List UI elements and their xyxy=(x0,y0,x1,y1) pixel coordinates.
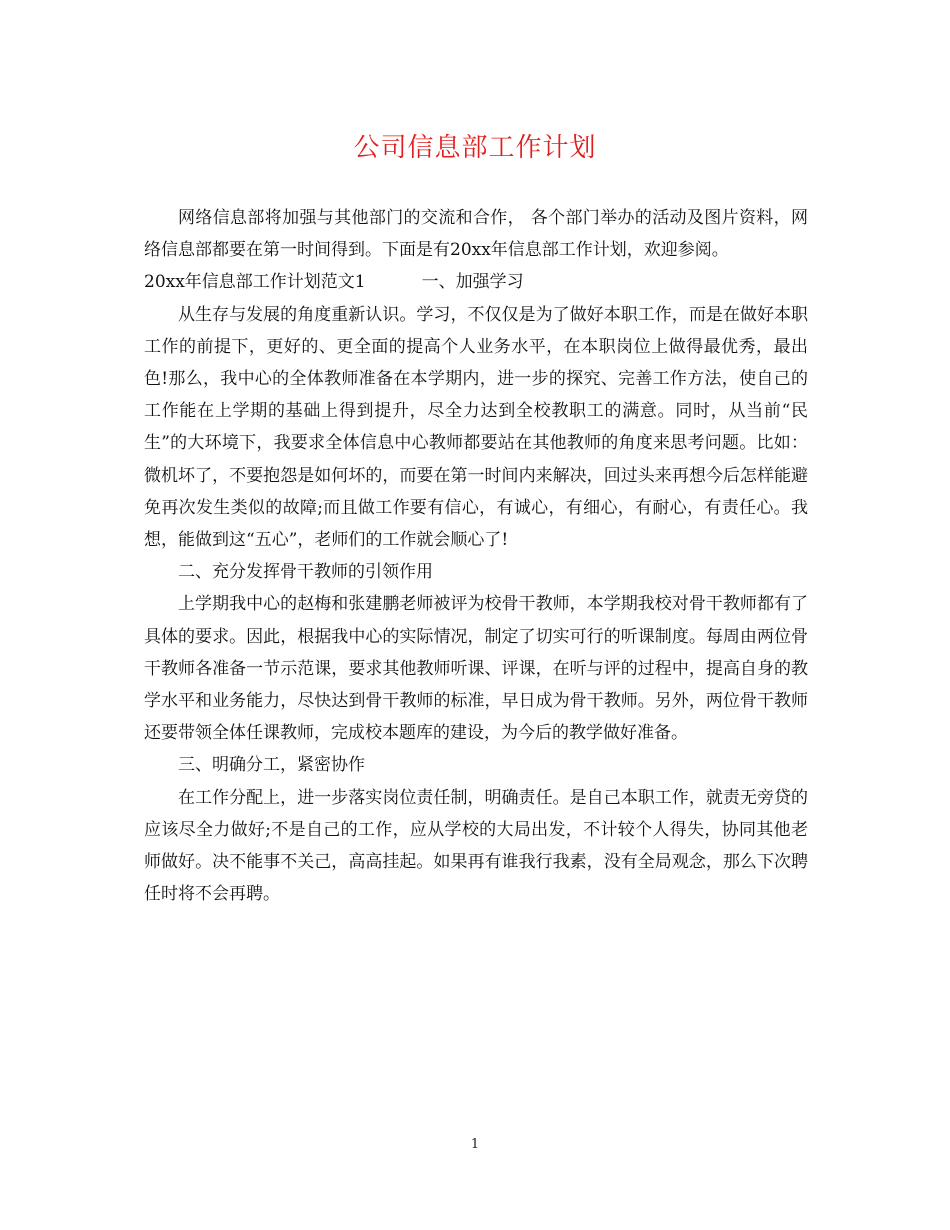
section1-paragraph: 从生存与发展的角度重新认识。学习，不仅仅是为了做好本职工作，而是在做好本职工作的前提下，更好的、更全面的提高个人业务水平，在本职岗位上做得最优秀，最出色!那么，我中心的全体教师准备在本学期内，进一步的探究、完善工作方法，使自己的工作能在上学期的基础上得到提升，尽全力达到全校教职工的满意。同时，从当前“民生”的大环境下，我要求全体信息中心教师都要站在其他教师的角度来思考问题。比如：微机坏了，不要抱怨是如何坏的，而要在第一时间内来解决，回过头来再想今后怎样能避免再次发生类似的故障;而且做工作要有信心，有诚心，有细心，有耐心，有责任心。我想，能做到这“五心”，老师们的工作就会顺心了! xyxy=(144,304,808,551)
page-number: 1 xyxy=(470,1137,480,1152)
section1-heading: 一、加强学习 xyxy=(421,272,524,293)
subtitle-line xyxy=(144,266,808,298)
section3-paragraph: 在工作分配上，进一步落实岗位责任制，明确责任。是自己本职工作，就责无旁贷的应该尽全力做好;不是自己的工作，应从学校的大局出发，不计较个人得失，协同其他老师做好。决不能事不关己，高高挂起。如果再有谁我行我素，没有全局观念，那么下次聘任时将不会再聘。 xyxy=(144,787,808,905)
section2-heading: 二、充分发挥骨干教师的引领作用 xyxy=(178,562,433,583)
document-body xyxy=(144,202,808,910)
subtitle-text: 20xx年信息部工作计划范文1 xyxy=(144,272,366,293)
intro-paragraph: 网络信息部将加强与其他部门的交流和合作， 各个部门举办的活动及图片资料，网络信息部都要在第一时间得到。下面是有20xx年信息部工作计划，欢迎参阅。 xyxy=(144,208,808,261)
document-title: 公司信息部工作计划 xyxy=(353,133,597,163)
section2-paragraph: 上学期我中心的赵梅和张建鹏老师被评为校骨干教师，本学期我校对骨干教师都有了具体的要求。因此，根据我中心的实际情况，制定了切实可行的听课制度。每周由两位骨干教师各准备一节示范课，要求其他教师听课、评课，在听与评的过程中，提高自身的教学水平和业务能力，尽快达到骨干教师的标准，早日成为骨干教师。另外，两位骨干教师还要带领全体任课教师，完成校本题库的建设，为今后的教学做好准备。 xyxy=(144,594,808,744)
section3-heading: 三、明确分工，紧密协作 xyxy=(178,755,365,776)
